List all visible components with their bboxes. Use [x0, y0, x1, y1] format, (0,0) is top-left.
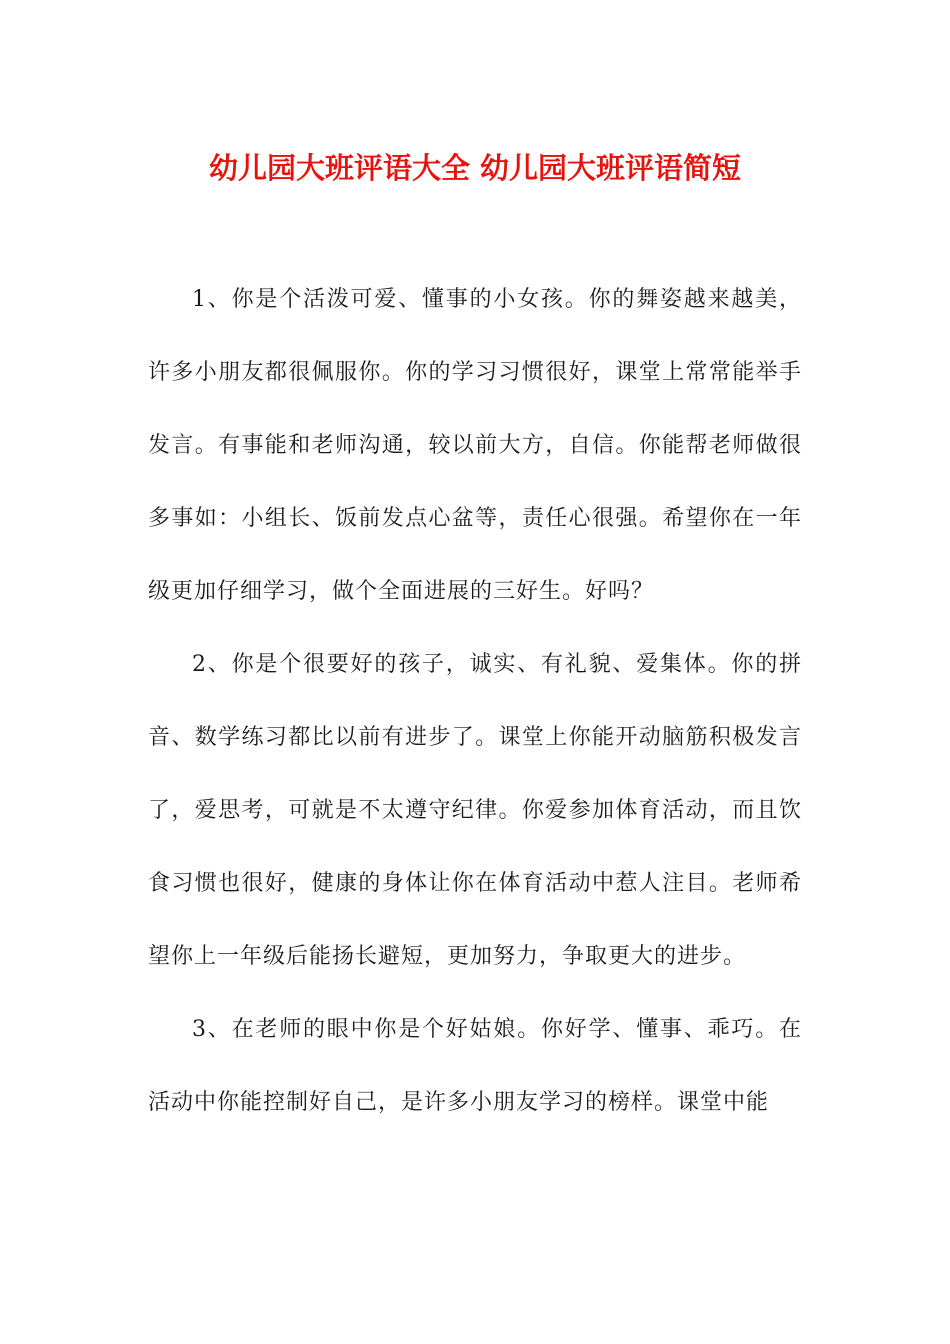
paragraph-3: 3、在老师的眼中你是个好姑娘。你好学、懂事、乖巧。在活动中你能控制好自己，是许多小朋友学习的榜样。课堂中能: [148, 1017, 802, 1115]
paragraph-2: 2、你是个很要好的孩子，诚实、有礼貌、爱集体。你的拼音、数学练习都比以前有进步了。课堂上你能开动脑筋积极发言了，爱思考，可就是不太遵守纪律。你爱参加体育活动，而且饮食习惯也很好，健康的身体让你在体育活动中惹人注目。老师希望你上一年级后能扬长避短，更加努力，争取更大的进步。: [148, 652, 802, 969]
paragraph-1: 1、你是个活泼可爱、懂事的小女孩。你的舞姿越来越美，许多小朋友都很佩服你。你的学习习惯很好，课堂上常常能举手发言。有事能和老师沟通，较以前大方，自信。你能帮老师做很多事如：小组长、饭前发点心盆等，责任心很强。希望你在一年级更加仔细学习，做个全面进展的三好生。好吗？: [148, 287, 802, 604]
document-title: 幼儿园大班评语大全 幼儿园大班评语简短: [208, 151, 742, 185]
document-body: [148, 263, 802, 1139]
